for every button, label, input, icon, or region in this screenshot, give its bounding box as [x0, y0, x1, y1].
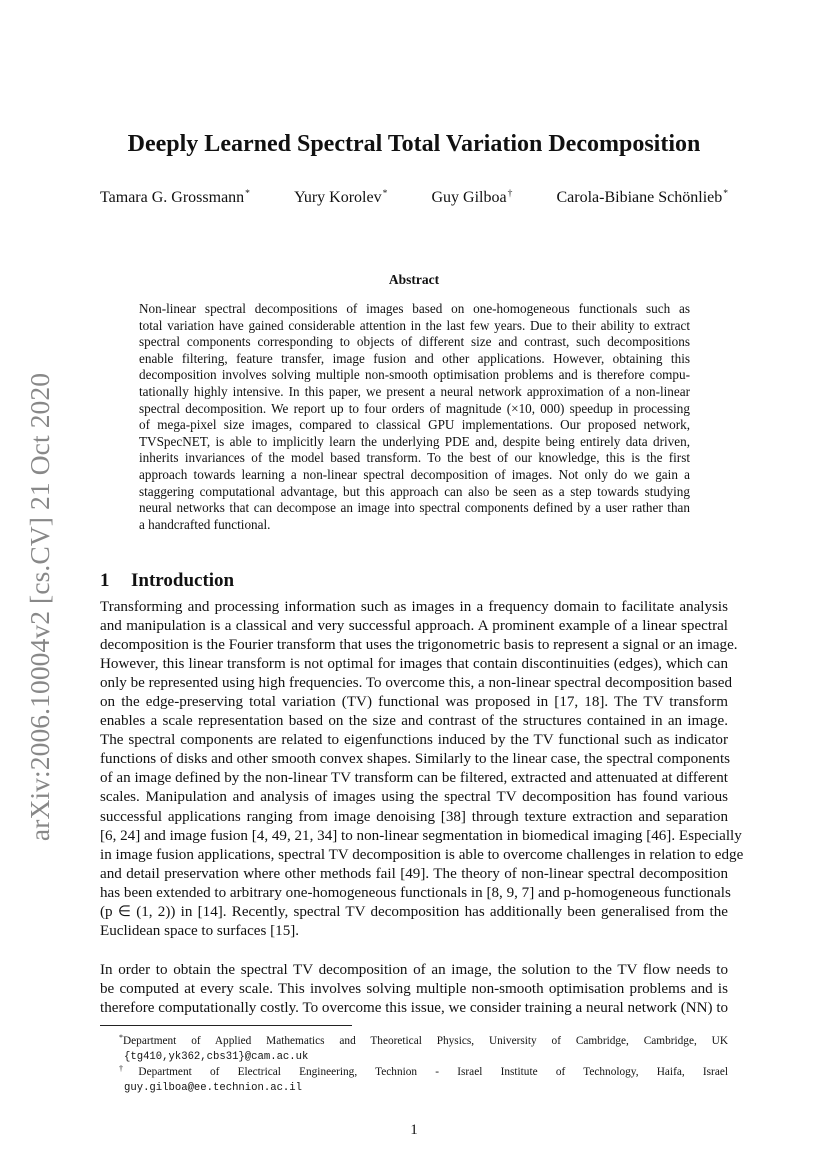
text-line: decomposition is the Fourier transform that uses the trigonometric basis to represent a signal or an image.: [100, 637, 738, 654]
author: Tamara G. Grossmann*: [100, 189, 250, 206]
text-line: TVSpecNET, is able to implicitly learn the underlying PDE and, despite being entirely data driven,: [139, 433, 690, 449]
text-line: total variation have gained considerable attention in the last few years. Due to their ability to extract: [139, 317, 690, 333]
text-line: be computed at every scale. This involves solving multiple non-smooth optimisation problems and is: [100, 981, 728, 998]
text-line: only be represented using high frequencies. To overcome this, a non-linear spectral decomposition based: [100, 675, 732, 692]
text-line: successful applications ranging from image denoising [38] through texture extraction and separation: [100, 808, 728, 825]
author-list: [100, 189, 728, 207]
text-line: a handcrafted functional.: [139, 516, 271, 532]
text-line: inherits invariances of the model based transform. To the best of our knowledge, this is the first: [139, 450, 690, 466]
footnote-email[interactable]: {tg410,yk362,cbs31}@cam.ac.uk: [124, 1050, 309, 1063]
arxiv-identifier: arXiv:2006.10004v2 [cs.CV] 21 Oct 2020: [24, 372, 55, 842]
intro-paragraph-2: [100, 961, 728, 1018]
text-line: [6, 24] and image fusion [4, 49, 21, 34] to non-linear segmentation in biomedical imaging [46]. Especially: [100, 827, 742, 844]
text-line: spectral components corresponding to objects of different size and contrast, such decompositions: [139, 334, 690, 350]
text-line: In order to obtain the spectral TV decomposition of an image, the solution to the TV flow needs to: [100, 962, 728, 978]
abstract-heading: Abstract: [388, 272, 440, 287]
text-line: approach towards learning a non-linear spectral decomposition of images. Not only do we gain a: [139, 466, 690, 482]
page-number: 1: [410, 1122, 418, 1138]
footnote-email[interactable]: guy.gilboa@ee.technion.ac.il: [124, 1081, 303, 1094]
author: Carola-Bibiane Schönlieb*: [556, 189, 728, 206]
section-heading: [100, 570, 234, 592]
text-line: on the edge-preserving total variation (TV) functional was proposed in [17, 18]. The TV transform: [100, 694, 728, 711]
arxiv-sidebar: [22, 362, 58, 852]
text-line: functions of disks and other smooth convex shapes. Similarly to the linear case, the spectral components: [100, 751, 731, 768]
text-line: staggering computational advantage, but this approach can also be seen as a step towards studying: [139, 483, 690, 499]
footnote-mark: *: [119, 1033, 123, 1042]
text-line: in image fusion applications, spectral TV decomposition is able to overcome challenges in relation to edge: [100, 846, 744, 863]
text-line: decomposition involves solving multiple non-smooth optimisation problems and is therefore compu-: [139, 367, 690, 383]
footnote-1: [100, 1030, 728, 1065]
text-line: of mega-pixel size images, compared to classical GPU implementations. Our proposed network,: [139, 417, 690, 433]
author: Yury Korolev*: [294, 189, 388, 206]
text-line: Transforming and processing information such as images in a frequency domain to facilitate analysis: [100, 599, 728, 615]
footnote-2: [100, 1061, 728, 1096]
text-line: However, this linear transform is not optimal for images that contain discontinuities (edges), which can: [100, 656, 728, 673]
section-number: 1: [100, 570, 110, 591]
text-line: (p ∈ (1, 2)) in [14]. Recently, spectral TV decomposition has additionally been generalised from the: [100, 903, 728, 920]
text-line: and manipulation is a classical and very successful approach. A prominent example of a linear spectral: [100, 618, 728, 635]
text-line: enable filtering, feature transfer, image fusion and other applications. However, obtaining this: [139, 350, 690, 366]
text-line: Euclidean space to surfaces [15].: [100, 922, 300, 939]
text-line: enables a scale representation based on the size and contrast of the structures contained in an image.: [100, 713, 728, 730]
abstract-body: [139, 301, 690, 533]
text-line: tationally highly intensive. In this paper, we present a neural network approximation of a non-linear: [139, 383, 690, 399]
author: Guy Gilboa†: [431, 189, 513, 206]
paper-title: Deeply Learned Spectral Total Variation Decomposition: [127, 131, 701, 157]
text-line: The spectral components are related to eigenfunctions induced by the TV functional such as indicator: [100, 732, 728, 749]
intro-paragraph-1: [100, 598, 744, 941]
text-line: scales. Manipulation and analysis of images using the spectral TV decomposition has found various: [100, 789, 728, 806]
footnote-mark: †: [119, 1064, 139, 1073]
text-line: and detail preservation where other methods fail [49]. The theory of non-linear spectral decomposition: [100, 865, 728, 882]
text-line: therefore computationally costly. To overcome this issue, we consider training a neural network (NN) to: [100, 1000, 729, 1017]
text-line: has been extended to arbitrary one-homogeneous functionals in [8, 9, 7] and p-homogeneous functionals: [100, 884, 731, 901]
section-title: Introduction: [131, 570, 235, 591]
text-line: spectral decomposition. We report up to four orders of magnitude (×10, 000) speedup in processing: [139, 400, 690, 416]
footnote-rule: [100, 1025, 352, 1026]
text-line: neural networks that can decompose an image into spectral components defined by a user rather than: [139, 500, 690, 516]
text-line: of an image defined by the non-linear TV transform can be filtered, extracted and attenuated at different: [100, 770, 728, 787]
footnote-text: Department of Applied Mathematics and Theoretical Physics, University of Cambridge, Cambridge, UK: [123, 1035, 728, 1047]
text-line: Non-linear spectral decompositions of images based on one-homogeneous functionals such as: [139, 301, 690, 316]
footnote-text: Department of Electrical Engineering, Technion - Israel Institute of Technology, Haifa, Israel: [138, 1066, 728, 1078]
